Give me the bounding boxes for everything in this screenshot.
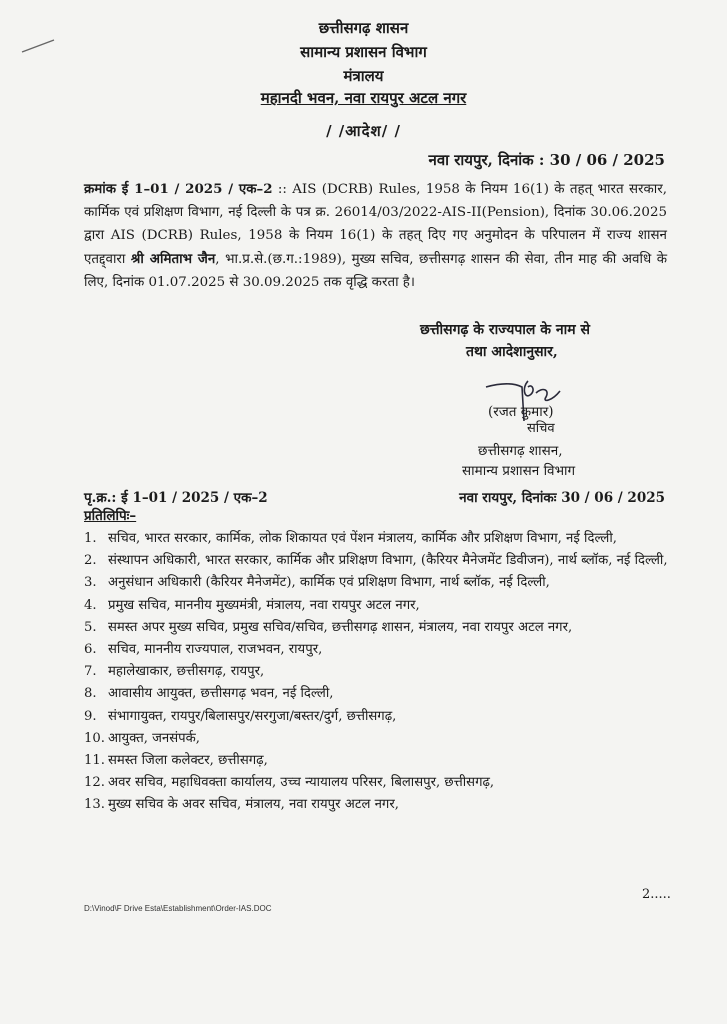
copy-item-number: 6. xyxy=(84,642,97,658)
copy-item-number: 1. xyxy=(84,531,97,546)
copy-item-text: संभागायुक्त, रायपुर/बिलासपुर/सरगुजा/बस्तर/दुर्ग, छत्तीसगढ़, xyxy=(108,708,397,724)
copy-to-label: प्रतिलिपिः– xyxy=(84,508,137,524)
copy-item-number: 7. xyxy=(84,664,97,680)
copy-item xyxy=(84,595,674,617)
copy-item xyxy=(84,550,674,572)
signatory-name: (रजत कुमार) xyxy=(488,404,554,420)
copy-item xyxy=(84,728,674,750)
copy-item-number: 4. xyxy=(84,597,97,613)
copy-item xyxy=(84,617,674,639)
next-page-indicator: 2..... xyxy=(642,887,671,902)
header-department: सामान्य प्रशासन विभाग xyxy=(300,43,427,61)
header-ministry: मंत्रालय xyxy=(343,67,384,85)
copy-item-text: सचिव, भारत सरकार, कार्मिक, लोक शिकायत एवं पेंशन मंत्रालय, कार्मिक और प्रशिक्षण विभाग, नई दिल्ली, xyxy=(108,531,617,546)
copy-item-text: मुख्य सचिव के अवर सचिव, मंत्रालय, नवा रायपुर अटल नगर, xyxy=(108,797,399,813)
copy-item-number: 9. xyxy=(84,708,97,724)
endorsement-date: नवा रायपुर, दिनांकः 30 / 06 / 2025 xyxy=(459,490,665,506)
copy-item xyxy=(84,683,674,705)
copy-item-text: अवर सचिव, महाधिवक्ता कार्यालय, उच्च न्यायालय परिसर, बिलासपुर, छत्तीसगढ़, xyxy=(108,775,495,791)
copy-item xyxy=(84,750,674,772)
officer-name: श्री अमिताभ जैन xyxy=(130,250,216,267)
order-text-part2: , भा.प्र.से.(छ.ग.:1989), मुख्य सचिव, छत्तीसगढ़ शासन की सेवा, तीन माह की अवधि के लिए, दिनांक 01.07.2025 से 30.09.2025 तक वृद्धि करता है। xyxy=(84,251,667,290)
copy-item xyxy=(84,572,674,594)
copy-item-text: संस्थापन अधिकारी, भारत सरकार, कार्मिक और प्रशिक्षण विभाग, (कैरियर मैनेजमेंट डिवीजन), नार्थ ब्लॉक, नई दिल्ली, xyxy=(108,553,668,569)
header-address: महानदी भवन, नवा रायपुर अटल नगर xyxy=(260,89,467,107)
copy-item xyxy=(84,661,674,683)
copy-item xyxy=(84,706,674,728)
copy-item-number: 11. xyxy=(84,753,105,769)
signatory-title: सचिव xyxy=(527,421,555,436)
order-date: नवा रायपुर, दिनांक : 30 / 06 / 2025 xyxy=(428,151,665,169)
copy-item-text: आयुक्त, जनसंपर्क, xyxy=(108,730,200,746)
copy-item-number: 5. xyxy=(84,619,97,635)
copy-item xyxy=(84,794,674,816)
order-reference: क्रमांक ई 1–01 / 2025 / एक–2 xyxy=(84,181,273,197)
order-title: / /आदेश/ / xyxy=(326,122,401,140)
copy-item-text: अनुसंधान अधिकारी (कैरियर मैनेजमेंट), कार्मिक एवं प्रशिक्षण विभाग, नार्थ ब्लॉक, नई दिल्ली, xyxy=(108,575,550,591)
copy-item xyxy=(84,528,674,550)
endorsement-reference: पृ.क्र.: ई 1–01 / 2025 / एक–2 xyxy=(84,490,268,506)
order-text-part1: :: AIS (DCRB) Rules, 1958 के नियम 16(1) के तहत् भारत सरकार, कार्मिक एवं प्रशिक्षण विभाग, नई दिल्ली के पत्र क्र. 26014/03/2022-AIS-II(Pension), दिनांक 30.06.2025 द्वारा AIS (DCRB) Rules, 1958 के नियम 16(1) के तहत् दिए गए अनुमोदन के परिपालन में राज्य शासन एतद्द्वारा xyxy=(84,182,667,267)
copy-item xyxy=(84,772,674,794)
authority-block xyxy=(420,319,590,363)
copy-item-text: समस्त अपर मुख्य सचिव, प्रमुख सचिव/सचिव, छत्तीसगढ़ शासन, मंत्रालय, नवा रायपुर अटल नगर, xyxy=(108,619,573,635)
authority-line1: छत्तीसगढ़ के राज्यपाल के नाम से xyxy=(420,322,590,338)
authority-line2: तथा आदेशानुसार, xyxy=(466,344,558,360)
copy-list xyxy=(84,528,674,817)
file-path-footer: D:\Vinod\F Drive Esta\Establishment\Order-IAS.DOC xyxy=(84,904,272,913)
copy-item-number: 3. xyxy=(84,575,97,591)
copy-item-number: 10. xyxy=(84,730,105,746)
copy-item-text: महालेखाकार, छत्तीसगढ़, रायपुर, xyxy=(108,664,265,680)
signatory-department: सामान्य प्रशासन विभाग xyxy=(462,463,576,479)
header-government: छत्तीसगढ़ शासन xyxy=(318,19,409,37)
copy-item-number: 8. xyxy=(84,686,97,702)
copy-item-text: सचिव, माननीय राज्यपाल, राजभवन, रायपुर, xyxy=(108,642,323,658)
signatory-government: छत्तीसगढ़ शासन, xyxy=(478,443,563,459)
copy-item-text: आवासीय आयुक्त, छत्तीसगढ़ भवन, नई दिल्ली, xyxy=(108,686,334,702)
order-body xyxy=(84,178,667,294)
copy-item-text: समस्त जिला कलेक्टर, छत्तीसगढ़, xyxy=(108,753,268,769)
copy-item-number: 13. xyxy=(84,797,105,813)
copy-item-number: 2. xyxy=(84,553,97,569)
copy-item-text: प्रमुख सचिव, माननीय मुख्यमंत्री, मंत्रालय, नवा रायपुर अटल नगर, xyxy=(108,597,420,613)
copy-item-number: 12. xyxy=(84,775,105,791)
copy-item xyxy=(84,639,674,661)
